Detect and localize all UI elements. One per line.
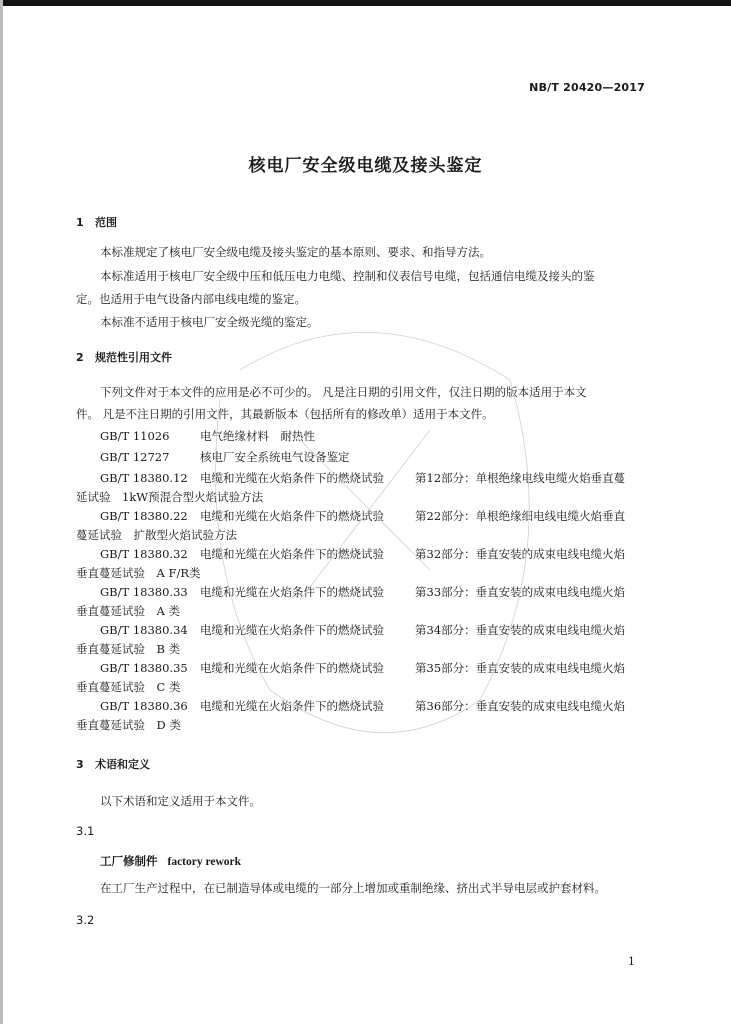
reference-part: 第33部分：垂直安装的成束电线电缆火焰 — [415, 585, 626, 599]
reference-entry — [100, 622, 646, 638]
reference-entry — [100, 428, 646, 444]
reference-entry — [100, 470, 646, 486]
reference-part: 第12部分：单根绝缘电线电缆火焰垂直蔓 — [415, 471, 626, 485]
term-chinese: 工厂修制件 — [100, 854, 158, 868]
reference-continuation: 垂直蔓延试验 C 类 — [76, 680, 181, 694]
section-number: 3 — [76, 758, 84, 771]
reference-part: 第36部分：垂直安装的成束电线电缆火焰 — [415, 699, 626, 713]
term-english: factory rework — [167, 856, 242, 868]
reference-code: GB/T 18380.34 — [100, 623, 188, 637]
clause-number: 3.2 — [76, 913, 95, 927]
reference-name: 电缆和光缆在火焰条件下的燃烧试验 — [200, 661, 384, 675]
reference-code: GB/T 18380.33 — [100, 585, 188, 599]
scope-paragraph-1: 本标准规定了核电厂安全级电缆及接头鉴定的基本原则、要求、和指导方法。 — [100, 245, 491, 259]
section-number: 1 — [76, 216, 84, 229]
reference-entry — [100, 660, 646, 676]
reference-name: 电气绝缘材料 耐热性 — [200, 429, 315, 443]
reference-continuation: 延试验 1kW预混合型火焰试验方法 — [76, 490, 264, 504]
reference-continuation: 垂直蔓延试验 D 类 — [76, 718, 181, 732]
section-number: 2 — [76, 351, 84, 364]
reference-entry — [100, 584, 646, 600]
reference-continuation: 蔓延试验 扩散型火焰试验方法 — [76, 528, 237, 542]
references-intro-line-1: 下列文件对于本文件的应用是必不可少的。 凡是注日期的引用文件，仅注日期的版本适用于本文 — [100, 385, 587, 399]
reference-entry — [100, 546, 646, 562]
reference-code: GB/T 18380.35 — [100, 661, 188, 675]
term-entry — [100, 853, 241, 869]
reference-name: 电缆和光缆在火焰条件下的燃烧试验 — [200, 471, 384, 485]
references-intro-line-2: 件。 凡是不注日期的引用文件，其最新版本（包括所有的修改单）适用于本文件。 — [76, 407, 494, 421]
reference-continuation: 垂直蔓延试验 A 类 — [76, 604, 180, 618]
reference-part: 第35部分：垂直安装的成束电线电缆火焰 — [415, 661, 626, 675]
reference-code: GB/T 18380.36 — [100, 699, 188, 713]
section-heading-terms — [76, 756, 150, 772]
page-title: 核电厂安全级电缆及接头鉴定 — [248, 156, 483, 176]
standard-number: NB/T 20420—2017 — [529, 81, 645, 94]
reference-entry — [100, 508, 646, 524]
reference-continuation: 垂直蔓延试验 B 类 — [76, 642, 181, 656]
reference-name: 电缆和光缆在火焰条件下的燃烧试验 — [200, 547, 384, 561]
page-number: 1 — [628, 955, 635, 968]
reference-name: 电缆和光缆在火焰条件下的燃烧试验 — [200, 699, 384, 713]
reference-name: 电缆和光缆在火焰条件下的燃烧试验 — [200, 509, 384, 523]
reference-name: 核电厂安全系统电气设备鉴定 — [200, 450, 350, 464]
reference-part: 第34部分：垂直安装的成束电线电缆火焰 — [415, 623, 626, 637]
scope-paragraph-3: 本标准不适用于核电厂安全级光缆的鉴定。 — [100, 315, 319, 329]
scope-paragraph-2-line-1: 本标准适用于核电厂安全级中压和低压电力电缆、控制和仪表信号电缆，包括通信电缆及接头的鉴 — [100, 269, 595, 283]
terms-intro: 以下术语和定义适用于本文件。 — [100, 794, 261, 808]
section-heading-scope — [76, 214, 117, 230]
scan-top-border — [0, 0, 731, 6]
reference-code: GB/T 11026 — [100, 429, 170, 443]
reference-code: GB/T 12727 — [100, 450, 170, 464]
scope-paragraph-2-line-2: 定。也适用于电气设备内部电线电缆的鉴定。 — [76, 292, 306, 306]
section-heading-references — [76, 349, 172, 365]
reference-continuation: 垂直蔓延试验 A F/R类 — [76, 566, 201, 580]
section-title: 范围 — [95, 216, 117, 229]
reference-entry — [100, 449, 646, 465]
reference-part: 第32部分：垂直安装的成束电线电缆火焰 — [415, 547, 626, 561]
term-definition: 在工厂生产过程中，在已制造导体或电缆的一部分上增加或重制绝缘、挤出式半导电层或护套材料。 — [100, 881, 606, 895]
section-title: 术语和定义 — [95, 758, 150, 771]
reference-name: 电缆和光缆在火焰条件下的燃烧试验 — [200, 623, 384, 637]
reference-code: GB/T 18380.22 — [100, 509, 188, 523]
reference-name: 电缆和光缆在火焰条件下的燃烧试验 — [200, 585, 384, 599]
clause-number: 3.1 — [76, 824, 95, 838]
reference-entry — [100, 698, 646, 714]
section-title: 规范性引用文件 — [95, 351, 172, 364]
reference-code: GB/T 18380.32 — [100, 547, 188, 561]
reference-part: 第22部分：单根绝缘细电线电缆火焰垂直 — [415, 509, 626, 523]
reference-code: GB/T 18380.12 — [100, 471, 188, 485]
